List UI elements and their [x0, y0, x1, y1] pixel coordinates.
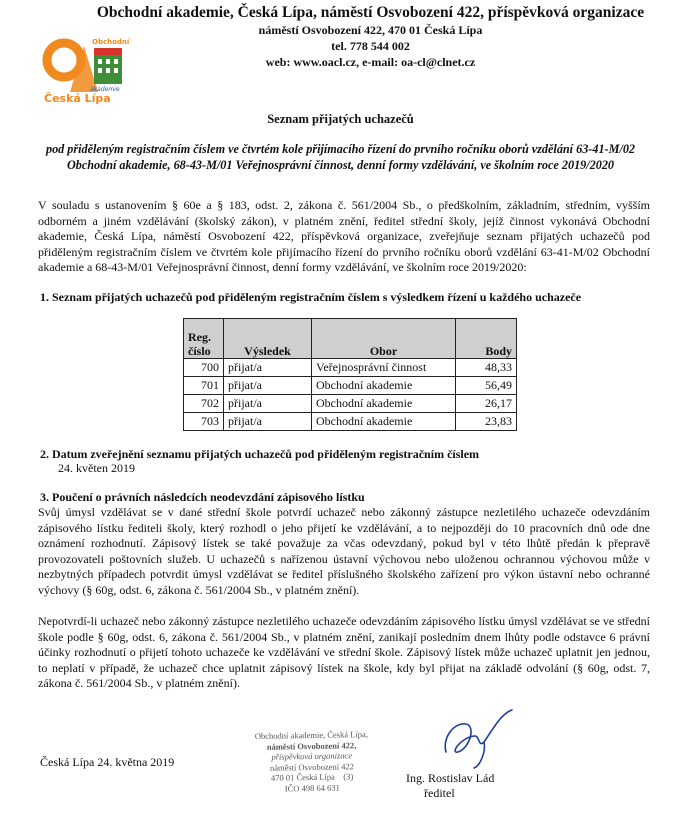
- cell-points: 48,33: [456, 359, 517, 377]
- stamp-line: 470 01 Česká Lípa (3): [270, 771, 354, 783]
- cell-reg-number: 700: [184, 359, 224, 377]
- header-points: Body: [456, 319, 517, 359]
- document-title: Seznam přijatých uchazečů: [267, 112, 414, 126]
- cell-field: Obchodní akademie: [312, 377, 456, 395]
- stamp-line: příspěvková organizace: [271, 750, 353, 762]
- stamp-line: náměstí Osvobození 422,: [266, 739, 357, 752]
- table-row: [184, 377, 517, 395]
- place-and-date: Česká Lípa 24. května 2019: [40, 755, 175, 769]
- cell-points: 56,49: [456, 377, 517, 395]
- signer-name: Ing. Rostislav Lád: [406, 771, 495, 785]
- signer-role: ředitel: [424, 786, 455, 800]
- handwritten-signature: [440, 708, 520, 770]
- organization-address: náměstí Osvobození 422, 470 01 Česká Lípa: [258, 23, 483, 37]
- stamp-line: Obchodní akademie, Česká Lípa,: [254, 729, 368, 741]
- cell-reg-number: 702: [184, 395, 224, 413]
- logo-o-shape: [47, 43, 81, 77]
- cell-points: 26,17: [456, 395, 517, 413]
- section1-heading: 1. Seznam přijatých uchazečů pod přiděleným registračním číslem s výsledkem řízení u každého uchazeče: [40, 290, 582, 304]
- organization-phone: tel. 778 544 002: [331, 39, 410, 53]
- school-logo: [40, 34, 136, 104]
- cell-points: 23,83: [456, 413, 517, 431]
- cell-result: přijat/a: [224, 359, 312, 377]
- cell-reg-number: 701: [184, 377, 224, 395]
- logo-top-text: Obchodní: [92, 38, 130, 46]
- official-stamp: [227, 729, 396, 814]
- organization-name: Obchodní akademie, Česká Lípa, náměstí Osvobození 422, příspěvková organizace: [96, 4, 645, 21]
- signer-block: [406, 771, 494, 801]
- cell-reg-number: 703: [184, 413, 224, 431]
- cell-field: Obchodní akademie: [312, 395, 456, 413]
- results-table: [183, 318, 517, 431]
- cell-result: přijat/a: [224, 413, 312, 431]
- organization-web-email: web: www.oacl.cz, e-mail: oa-cl@clnet.cz: [265, 55, 476, 69]
- header-field: Obor: [312, 319, 456, 359]
- table-row: [184, 413, 517, 431]
- cell-field: Veřejnosprávní činnost: [312, 359, 456, 377]
- logo-middle-text: akademie: [90, 86, 120, 93]
- cell-result: přijat/a: [224, 395, 312, 413]
- table-header-row: [184, 319, 517, 359]
- logo-bottom-text: Česká Lípa: [44, 92, 111, 104]
- section3-heading: 3. Poučení o právních následcích neodevzdání zápisového lístku: [40, 490, 365, 504]
- header-reg-number: Reg. číslo: [184, 319, 224, 359]
- document-subtitle: pod přiděleným registračním číslem ve čtvrtém kole přijímacího řízení do prvního ročníku oborů vzdělání 63-41-M/02 Obchodní akademie, 68-43-M/01 Veřejnosprávní činnost, denní formy vzdělávání, ve školním roce 2019/2020: [45, 142, 636, 172]
- stamp-line: náměstí Osvobození 422: [269, 760, 355, 773]
- cell-field: Obchodní akademie: [312, 413, 456, 431]
- section3-paragraph-2: Nepotvrdí-li uchazeč nebo zákonný zástupce nezletilého uchazeče odevzdáním zápisového lístku úmysl vzdělávat se ve střední škole podle § 60g, odst. 6, zákona č. 561/2004 Sb., v platném znění, zanikají posledním dnem lhůty podle odstavce 6 právní účinky rozhodnutí o přijetí tohoto uchazeče ke vzdělávání ve střední škole. Zápisový lístek může uchazeč uplatnit jen jednou, to neplatí v případě, že uchazeč chce uplatnit zápisový lístek na škole, kdy byl přijat na základě odvolání (§ 60g, odst. 7, zákona č. 561/2004 Sb., v platném znění).: [38, 614, 650, 690]
- section3-paragraph-1: Svůj úmysl vzdělávat se v dané střední škole potvrdí uchazeč nebo zákonný zástupce nezletilého uchazeče odevzdáním zápisového lístku řediteli školy, který rozhodl o jeho přijetí ke vzdělávání, a to nejpozději do 10 pracovních dnů ode dne oznámení rozhodnutí. Zápisový lístek se také považuje za včas odevzdaný, pokud byl v této lhůtě předán k přepravě provozovateli poštovních služeb. U uchazečů s nařízenou ústavní výchovou nebo uloženou ochrannou výchovou může v nezbytných případech potvrdit úmysl vzdělávat se ředitel příslušného školského zařízení pro výkon ústavní nebo ochranné výchovy (§ 60g, odst. 6, zákona č. 561/2004 Sb., v platném znění).: [38, 505, 650, 597]
- table-row: [184, 359, 517, 377]
- intro-paragraph: V souladu s ustanovením § 60e a § 183, odst. 2, zákona č. 561/2004 Sb., o předškolním, základním, středním, vyšším odborném a jiném vzdělávání (školský zákon), v platném znění, ředitel střední školy, jejíž činnost vykonává Obchodní akademie, Česká Lípa, náměstí Osvobození 422, příspěvková organizace, zveřejňuje seznam přijatých uchazečů pod přiděleným registračním číslem ve čtvrtém kole přijímacího řízení do prvního ročníku oborů vzdělání 63-41-M/02 Obchodní akademie a 68-43-M/01 Veřejnosprávní činnost, denní formy vzdělávání, ve školním roce 2019/2020:: [38, 198, 650, 274]
- section2-heading: 2. Datum zveřejnění seznamu přijatých uchazečů pod přiděleným registračním číslem: [40, 447, 480, 461]
- publication-date: 24. květen 2019: [58, 461, 135, 475]
- table-row: [184, 395, 517, 413]
- header-result: Výsledek: [224, 319, 312, 359]
- stamp-line: IČO 498 64 631: [284, 782, 340, 793]
- stamp-number: (3): [343, 771, 354, 782]
- cell-result: přijat/a: [224, 377, 312, 395]
